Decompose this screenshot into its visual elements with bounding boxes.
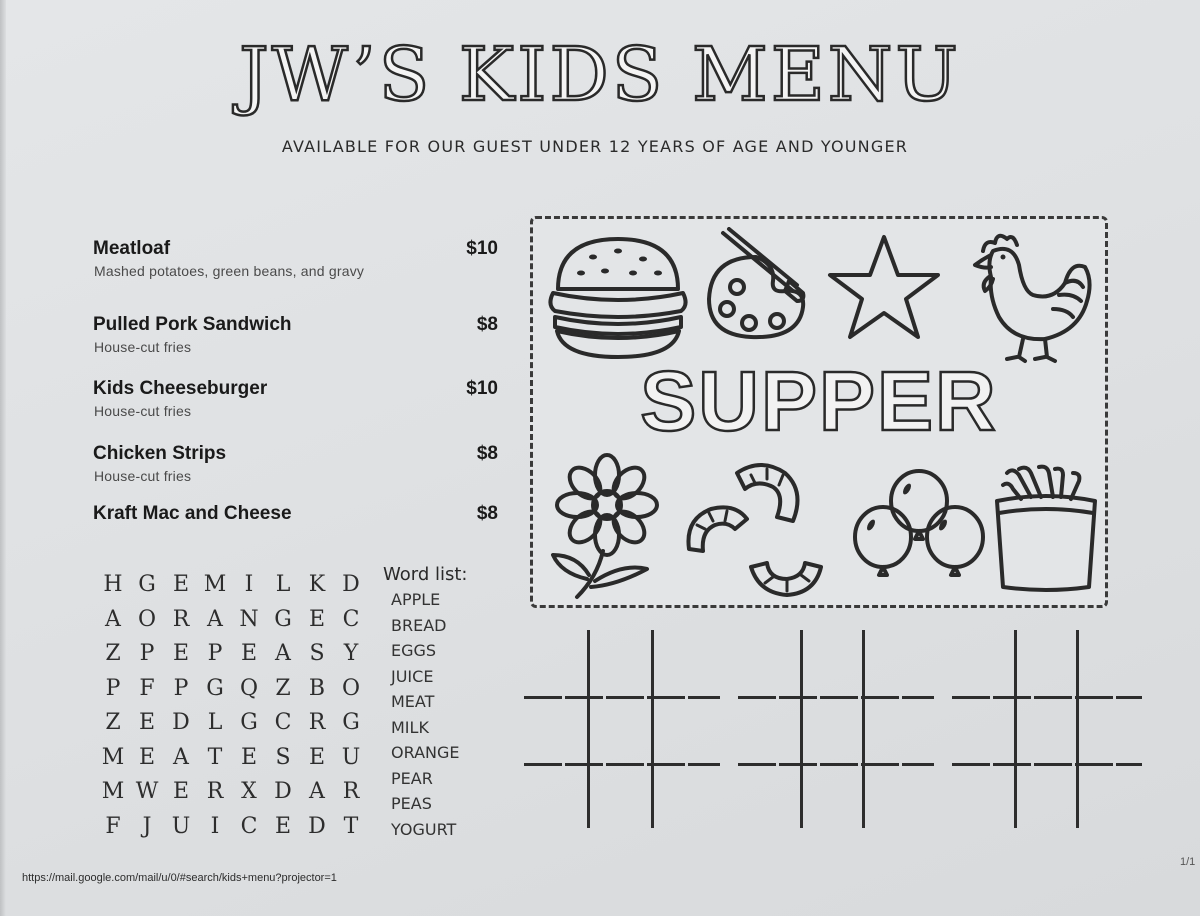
word-search-grid <box>96 568 368 844</box>
word-list-item: MILK <box>391 717 429 737</box>
footer-url: https://mail.google.com/mail/u/0/#search/kids+menu?projector=1 <box>22 872 337 884</box>
word-search-letter: E <box>308 606 326 632</box>
word-search-letter: M <box>101 779 125 804</box>
tic-tac-toe-line <box>862 630 865 828</box>
word-search-letter: A <box>207 606 223 632</box>
word-search-letter: E <box>172 572 190 597</box>
chicken-icon <box>961 221 1101 366</box>
tic-tac-toe-line <box>1014 630 1017 828</box>
word-search-letter: P <box>105 675 121 701</box>
word-search-letter: E <box>240 744 258 770</box>
balloons-icon <box>849 467 989 592</box>
item-name: Pulled Pork Sandwich <box>93 314 292 335</box>
word-list-item: PEAS <box>391 794 432 813</box>
word-search-letter: E <box>308 744 326 770</box>
word-search-letter: N <box>239 606 259 632</box>
word-search-letter: P <box>207 641 223 666</box>
tic-tac-toe-line <box>524 696 720 699</box>
tic-tac-toe-line <box>952 763 1142 766</box>
star-icon <box>825 231 943 343</box>
word-search-letter: D <box>308 813 326 839</box>
word-search-letter: A <box>309 779 325 804</box>
word-search-letter: F <box>105 813 121 839</box>
page-count: 1/1 <box>1180 856 1196 868</box>
word-list-item: YOGURT <box>391 819 457 839</box>
word-search-letter: S <box>309 641 325 666</box>
word-search-letter: E <box>138 710 156 735</box>
item-price: $10 <box>466 378 498 399</box>
word-search-letter: E <box>138 744 156 770</box>
word-search-letter: A <box>173 744 189 770</box>
menu-title: JW’S KIDS MENU <box>239 32 961 118</box>
tic-tac-toe-line <box>952 696 1142 699</box>
word-search-letter: D <box>342 572 360 597</box>
item-name: Chicken Strips <box>93 443 227 464</box>
word-search-letter: Q <box>239 675 259 701</box>
word-list-heading: Word list: <box>383 564 468 585</box>
tic-tac-toe-line <box>1076 630 1079 828</box>
tic-tac-toe-line <box>587 630 590 828</box>
word-search-letter: I <box>210 813 220 839</box>
tic-tac-toe-line <box>651 630 654 828</box>
item-name: Meatloaf <box>93 238 171 259</box>
macaroni-icon <box>681 459 831 604</box>
tic-tac-toe-line <box>738 763 934 766</box>
word-search-letter: M <box>101 744 125 770</box>
word-search-letter: G <box>240 710 258 735</box>
word-search-letter: J <box>142 813 152 839</box>
word-search-letter: B <box>308 675 326 701</box>
word-search-letter: Z <box>275 675 291 701</box>
tic-tac-toe-line <box>524 763 720 766</box>
word-search-letter: Y <box>343 641 359 666</box>
word-search-letter: G <box>206 675 224 701</box>
item-price: $8 <box>476 503 498 524</box>
word-search-letter: R <box>172 606 190 632</box>
item-name: Kraft Mac and Cheese <box>93 503 292 524</box>
word-search-letter: A <box>105 606 121 632</box>
word-search-letter: G <box>342 710 360 735</box>
word-search-letter: P <box>139 641 155 666</box>
word-list-item: APPLE <box>391 590 441 609</box>
word-search-letter: F <box>139 675 155 701</box>
item-description: Mashed potatoes, green beans, and gravy <box>94 263 365 279</box>
word-search-letter: E <box>240 641 258 666</box>
burger-icon <box>543 227 693 367</box>
word-search-letter: I <box>244 572 254 597</box>
word-search-letter: C <box>274 710 292 735</box>
tic-tac-toe-board <box>952 630 1142 830</box>
word-search-letter: C <box>240 813 258 839</box>
word-search-letter: Z <box>105 641 121 666</box>
word-list-item: ORANGE <box>391 743 460 762</box>
word-search-letter: P <box>173 675 189 701</box>
word-search-letter: O <box>137 606 157 632</box>
word-search-letter: E <box>172 779 190 804</box>
tic-tac-toe-board <box>524 630 720 830</box>
paint-palette-icon <box>701 227 811 347</box>
tic-tac-toe-board <box>738 630 934 830</box>
word-search-letter: R <box>308 710 326 735</box>
word-search-letter: X <box>241 779 257 804</box>
item-name: Kids Cheeseburger <box>93 378 268 399</box>
word-search-letter: T <box>343 813 359 839</box>
word-search-letter: O <box>341 675 361 701</box>
word-search-letter: R <box>206 779 224 804</box>
menu-subtitle: AVAILABLE FOR OUR GUEST UNDER 12 YEARS OF AGE AND YOUNGER <box>281 137 909 156</box>
tic-tac-toe-line <box>738 696 934 699</box>
word-search-letter: R <box>342 779 360 804</box>
word-search-letter: E <box>274 813 292 839</box>
word-search-letter: A <box>275 641 291 666</box>
word-search-letter: W <box>135 779 159 804</box>
word-search-letter: G <box>138 572 156 597</box>
item-description: House-cut fries <box>94 403 192 419</box>
flower-icon <box>547 451 667 601</box>
word-list-item: EGGS <box>391 641 437 660</box>
word-list-item: JUICE <box>391 666 434 686</box>
word-list <box>383 564 468 842</box>
word-search-letter: D <box>274 779 292 804</box>
word-search-letter: S <box>275 744 291 770</box>
item-description: House-cut fries <box>94 468 192 484</box>
word-list-item: BREAD <box>391 615 447 635</box>
word-search-letter: T <box>207 744 223 770</box>
word-search-letter: C <box>342 606 360 632</box>
word-search-letter: M <box>203 572 227 597</box>
word-search-letter: L <box>207 710 223 735</box>
supper-word: SUPPER <box>640 354 998 448</box>
item-price: $8 <box>476 443 498 464</box>
word-search-letter: D <box>172 710 190 735</box>
word-search-letter: L <box>275 572 291 597</box>
word-search-letter: E <box>172 641 190 666</box>
word-search-letter: G <box>274 606 292 632</box>
word-search-letter: K <box>308 572 326 597</box>
item-description: House-cut fries <box>94 339 192 355</box>
item-price: $10 <box>466 238 498 259</box>
word-search-letter: U <box>341 744 361 770</box>
fries-icon <box>991 463 1101 595</box>
tic-tac-toe-line <box>800 630 803 828</box>
item-price: $8 <box>476 314 498 335</box>
word-search-letter: U <box>171 813 191 839</box>
word-search-letter: H <box>103 572 123 597</box>
coloring-panel <box>530 216 1108 608</box>
word-list-item: MEAT <box>391 692 435 711</box>
word-list-item: PEAR <box>391 768 433 788</box>
word-search-letter: Z <box>105 710 121 735</box>
